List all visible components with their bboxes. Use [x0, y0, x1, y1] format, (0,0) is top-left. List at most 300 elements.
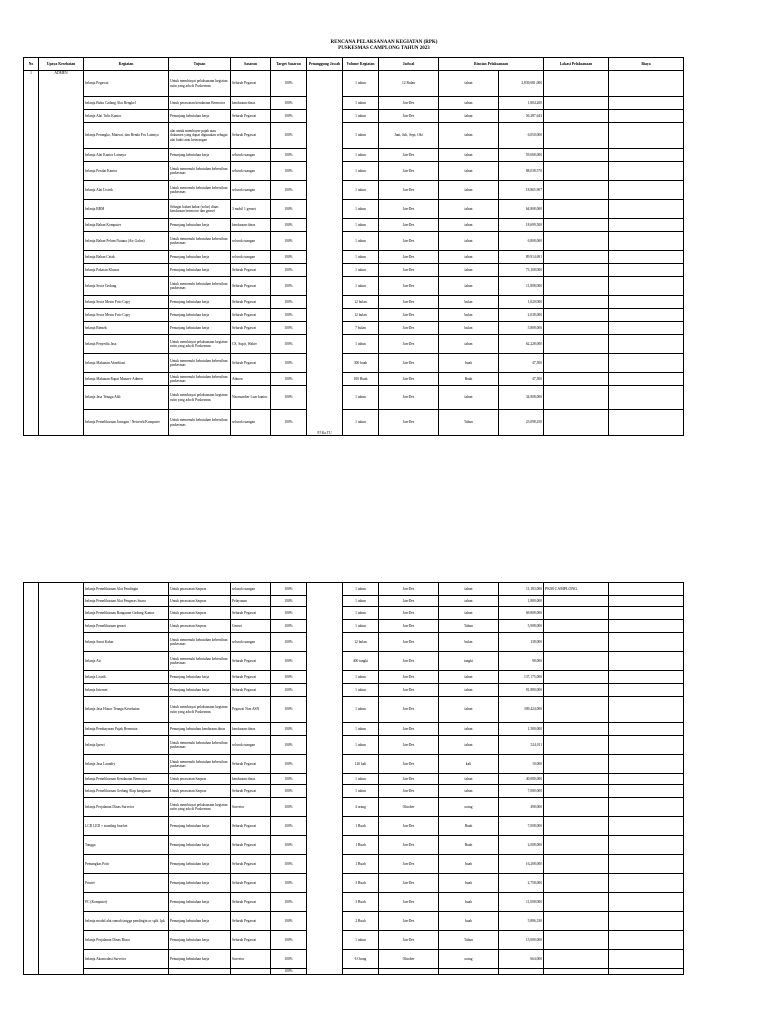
cell-nilai: 23,098,250 [499, 410, 544, 436]
cell-lokasi [544, 296, 609, 309]
cell-lokasi [544, 264, 609, 277]
table-row [24, 373, 684, 386]
cell-lokasi [544, 785, 609, 798]
cell-biaya [609, 620, 684, 633]
table-row [24, 607, 684, 620]
cell-jadwal: Jan-Des [379, 110, 439, 123]
cell-lokasi [544, 322, 609, 335]
header-volume: Volume Kegiatan [343, 58, 379, 71]
cell-kegiatan: belanja Alat Kantor Lainnya [84, 149, 169, 162]
cell-tujuan: alat untuk membayar pajak atau dokumen yang dapat digunakan sebagai alat bukti atau keterangan [169, 123, 231, 149]
cell-nilai: 11,183,000 [499, 583, 544, 596]
cell-target: 100% [271, 354, 307, 373]
cell-penanggung-jawab [307, 583, 343, 975]
cell-jadwal: Jan-Des [379, 785, 439, 798]
cell-target: 100% [271, 251, 307, 264]
cell-biaya [609, 277, 684, 296]
cell-kegiatan: belanja Pembayaran Pajak Bermotor [84, 723, 169, 736]
cell-lokasi [544, 410, 609, 436]
cell-sasaran: Seluruh Pegawai [231, 874, 271, 893]
cell-lokasi [544, 723, 609, 736]
cell-nilai: 2,038,000 [499, 309, 544, 322]
cell-sasaran: Admen [231, 373, 271, 386]
cell-jadwal: Jan-Des [379, 309, 439, 322]
cell-jadwal: Jan-Des [379, 200, 439, 219]
cell-kegiatan: belanja Buku Cadang Alat Bengkel [84, 97, 169, 110]
table-row [24, 309, 684, 322]
cell-sasaran: Seluruh Pegawai [231, 836, 271, 855]
cell-kegiatan: belanja Akomodasi Surveior [84, 950, 169, 969]
cell-sasaran: Seluruh Pegawai [231, 684, 271, 697]
cell-nilai: 73,108,000 [499, 264, 544, 277]
cell-kegiatan: belanja Pegawai [84, 71, 169, 97]
header-rincian: Rincian Pelaksanaan [439, 58, 544, 71]
cell-jadwal: Jan-Des [379, 181, 439, 200]
cell-volume: 12 bulan [343, 309, 379, 322]
cell-satuan: tahun [439, 697, 499, 723]
cell-target: 100% [271, 410, 307, 436]
cell-target: 100% [271, 774, 307, 785]
cell-jadwal: Oktober [379, 950, 439, 969]
header-kegiatan: Kegiatan [84, 58, 169, 71]
cell-kegiatan: belanja Bimtek [84, 322, 169, 335]
cell-jadwal: Oktober [379, 798, 439, 817]
cell-kegiatan: belanja Pemeliharaan Jaringan / Network/Komputer [84, 410, 169, 436]
cell-jadwal: Jan-Des [379, 874, 439, 893]
cell-biaya [609, 322, 684, 335]
cell-satuan: orang [439, 798, 499, 817]
cell-target: 100% [271, 264, 307, 277]
cell-volume: 1 tahun [343, 386, 379, 410]
cell-lokasi [544, 200, 609, 219]
cell-nilai: 2,008,000 [499, 836, 544, 855]
table-row [24, 335, 684, 354]
table-row [24, 969, 684, 975]
cell-satuan: tahun [439, 607, 499, 620]
cell-target: 100% [271, 200, 307, 219]
cell-nilai [499, 969, 544, 975]
table-row [24, 931, 684, 950]
cell-kegiatan: belanja Surat Kabar [84, 633, 169, 652]
cell-sasaran: seluruh ruangan [231, 410, 271, 436]
cell-lokasi [544, 71, 609, 97]
cell-biaya [609, 969, 684, 975]
title-line-2: PUSKESMAS CAMPLONG TAHUN 2023 [338, 46, 430, 51]
cell-satuan: tahun [439, 671, 499, 684]
header-biaya: Biaya [609, 58, 684, 71]
cell-satuan: tahun [439, 219, 499, 232]
cell-biaya [609, 251, 684, 264]
cell-target: 100% [271, 335, 307, 354]
cell-sasaran: seluruh ruangan [231, 162, 271, 181]
cell-volume [343, 969, 379, 975]
cell-target: 100% [271, 652, 307, 671]
table-row [24, 296, 684, 309]
cell-tujuan: Penunjang kebutuhan kerja [169, 912, 231, 931]
cell-satuan: tahun [439, 71, 499, 97]
cell-volume: 1 tahun [343, 684, 379, 697]
cell-kegiatan: belanja Makanan Rapat Manaev Admen [84, 373, 169, 386]
cell-sasaran: seluruh ruangan [231, 633, 271, 652]
cell-lokasi [544, 110, 609, 123]
cell-nilai: 498,000 [499, 798, 544, 817]
header-target: Target Sasaran [271, 58, 307, 71]
table-row [24, 149, 684, 162]
table-row [24, 774, 684, 785]
cell-satuan: kali [439, 755, 499, 774]
cell-lokasi [544, 736, 609, 755]
cell-biaya [609, 684, 684, 697]
cell-sasaran: Seluruh Pegawai [231, 671, 271, 684]
cell-satuan: Buah [439, 817, 499, 836]
cell-nilai: 15,080,000 [499, 931, 544, 950]
cell-tujuan: Penunjang kebutuhan kerja [169, 219, 231, 232]
cell-target: 100% [271, 855, 307, 874]
cell-sasaran: Seluruh Pegawai [231, 71, 271, 97]
cell-target: 100% [271, 931, 307, 950]
cell-tujuan: Untuk memenuhi kebutuhan kebersihan puskesmas [169, 410, 231, 436]
cell-jadwal: Juni, Juli, Sept, Okt [379, 123, 439, 149]
table-row [24, 110, 684, 123]
cell-satuan: tahun [439, 774, 499, 785]
cell-kegiatan: belanja modul alat rumah tangga pendingin ac split 1pk [84, 912, 169, 931]
cell-satuan: buah [439, 912, 499, 931]
cell-biaya [609, 798, 684, 817]
table-row [24, 684, 684, 697]
cell-target: 100% [271, 785, 307, 798]
cell-nilai: 18,699,500 [499, 219, 544, 232]
cell-kegiatan: Pemangkas Potir [84, 855, 169, 874]
cell-jadwal: Jan-Des [379, 893, 439, 912]
cell-target: 100% [271, 309, 307, 322]
cell-volume: 2 Buah [343, 912, 379, 931]
header-pj: Penanggung Jawab [307, 58, 343, 71]
cell-tujuan: Penunjang kebutuhan kendaraan dinas [169, 723, 231, 736]
cell-lokasi [544, 354, 609, 373]
cell-tujuan: Penunjang kebutuhan kerja [169, 817, 231, 836]
table-row [24, 633, 684, 652]
cell-volume: 1 Buah [343, 836, 379, 855]
cell-lokasi [544, 123, 609, 149]
table-row [24, 123, 684, 149]
cell-lokasi [544, 969, 609, 975]
cell-tujuan: Untuk memenuhi kebutuhan kebersihan puskesmas [169, 162, 231, 181]
cell-biaya [609, 110, 684, 123]
cell-jadwal: 12 Bulan [379, 71, 439, 97]
cell-nilai: 47,500 [499, 373, 544, 386]
cell-tujuan: Untuk membiayai pelaksanaan kegiatan rutin yang ada di Puskesmas [169, 386, 231, 410]
cell-lokasi [544, 912, 609, 931]
cell-volume: 1 tahun [343, 671, 379, 684]
cell-biaya [609, 652, 684, 671]
cell-target: 100% [271, 232, 307, 251]
cell-kegiatan: belanja Jasa Tenaga Ahli [84, 386, 169, 410]
cell-jadwal: Jan-Des [379, 652, 439, 671]
cell-satuan: tahun [439, 684, 499, 697]
cell-volume: 1 tahun [343, 232, 379, 251]
cell-nilai: 309,424,000 [499, 697, 544, 723]
cell-upaya [39, 583, 84, 975]
cell-sasaran: Seluruh Pegawai [231, 296, 271, 309]
header-tujuan: Tujuan [169, 58, 231, 71]
table-row [24, 251, 684, 264]
table-header-row [24, 58, 684, 71]
cell-tujuan: Penunjang kebutuhan kerja [169, 836, 231, 855]
cell-satuan: tahun [439, 596, 499, 607]
cell-satuan: tahun [439, 736, 499, 755]
cell-jadwal: Jan-Des [379, 373, 439, 386]
cell-nilai: 664,000 [499, 950, 544, 969]
cell-lokasi [544, 373, 609, 386]
header-lokasi: Lokasi Pelaksanaan [544, 58, 609, 71]
cell-volume: 1 tahun [343, 335, 379, 354]
cell-nilai: 18,865,907 [499, 181, 544, 200]
table-row [24, 893, 684, 912]
cell-tujuan: Penunjang kebutuhan kerja [169, 671, 231, 684]
cell-sasaran: Seluruh Pegawai [231, 817, 271, 836]
cell-no [24, 583, 39, 975]
cell-jadwal: Jan-Des [379, 277, 439, 296]
cell-jadwal: Jan-Des [379, 723, 439, 736]
cell-target: 100% [271, 162, 307, 181]
cell-kegiatan: belanja Pemeliharaan Alat Pengeras Suara [84, 596, 169, 607]
cell-satuan: tangki [439, 652, 499, 671]
cell-target: 100% [271, 123, 307, 149]
cell-tujuan: Untuk perawatan Sarpras [169, 785, 231, 798]
cell-satuan: buah [439, 354, 499, 373]
cell-tujuan: Penunjang kebutuhan kerja [169, 684, 231, 697]
table-row [24, 386, 684, 410]
cell-tujuan [169, 969, 231, 975]
cell-target: 100% [271, 607, 307, 620]
cell-sasaran: Seluruh Pegawai [231, 123, 271, 149]
cell-target: 100% [271, 583, 307, 596]
cell-tujuan: Penunjang kebutuhan kerja [169, 855, 231, 874]
cell-tujuan: Penunjang kebutuhan kerja [169, 322, 231, 335]
cell-sasaran: Seluruh Pegawai [231, 931, 271, 950]
cell-target: 100% [271, 723, 307, 736]
cell-kegiatan: belanja Air [84, 652, 169, 671]
cell-biaya [609, 200, 684, 219]
cell-sasaran: seluruh ruangan [231, 181, 271, 200]
cell-biaya [609, 817, 684, 836]
cell-biaya [609, 671, 684, 684]
cell-tujuan: Penunjang kebutuhan kerja [169, 309, 231, 322]
cell-volume: 300 buah [343, 354, 379, 373]
cell-biaya [609, 309, 684, 322]
cell-jadwal: Jan-Des [379, 774, 439, 785]
cell-kegiatan: belanja Perangko, Materai, dan Benda Pos Lainnya [84, 123, 169, 149]
cell-kegiatan: belanja Perjalanan Dinas Surveior [84, 798, 169, 817]
cell-biaya [609, 736, 684, 755]
cell-volume: 1 tahun [343, 620, 379, 633]
cell-target: 100% [271, 97, 307, 110]
cell-nilai: 98,000 [499, 652, 544, 671]
cell-nilai: 89,914,691 [499, 251, 544, 264]
table-row [24, 836, 684, 855]
cell-tujuan: Untuk membiayai pelaksanaan kegiatan rutin yang ada di Puskesmas [169, 697, 231, 723]
cell-jadwal: Jan-Des [379, 322, 439, 335]
cell-jadwal: Jan-Des [379, 251, 439, 264]
cell-nilai: 5,886,330 [499, 912, 544, 931]
cell-tujuan: Untuk membiayai pelaksanaan kegiatan rutin yang ada di Puskesmas [169, 71, 231, 97]
cell-satuan [439, 969, 499, 975]
cell-tujuan: Penunjang kebutuhan kerja [169, 950, 231, 969]
cell-nilai: 62,228,000 [499, 335, 544, 354]
cell-tujuan: Untuk perawatan kendaraan Bermotor [169, 97, 231, 110]
cell-target: 100% [271, 736, 307, 755]
cell-kegiatan: belanja Peralat Kantor [84, 162, 169, 181]
table-row [24, 277, 684, 296]
cell-nilai: 138,000 [499, 633, 544, 652]
cell-biaya [609, 97, 684, 110]
cell-jadwal: Jan-Des [379, 697, 439, 723]
cell-kegiatan: belanja Bahan Komputer [84, 219, 169, 232]
cell-jadwal: Jan-Des [379, 410, 439, 436]
table-row [24, 264, 684, 277]
cell-kegiatan: belanja Pemeliharaan Bangunan Gedung Kantor [84, 607, 169, 620]
cell-jadwal: Jan-Des [379, 607, 439, 620]
cell-satuan: bulan [439, 322, 499, 335]
cell-kegiatan: belanja Sewa Mesin Foto Copy [84, 296, 169, 309]
cell-volume: 1 tahun [343, 181, 379, 200]
cell-tujuan: Untuk memenuhi kebutuhan kebersihan puskesmas [169, 373, 231, 386]
table-row [24, 410, 684, 436]
cell-lokasi [544, 950, 609, 969]
cell-jadwal: Jan-Des [379, 386, 439, 410]
cell-volume: 1 tahun [343, 723, 379, 736]
cell-sasaran: seluruh ruangan [231, 149, 271, 162]
cell-nilai: 5,908,000 [499, 620, 544, 633]
cell-nilai: 1,880,000 [499, 596, 544, 607]
cell-volume: 1 tahun [343, 71, 379, 97]
table-row [24, 232, 684, 251]
cell-tujuan: Untuk membiayai pelaksanaan kegiatan rutin yang ada di Puskesmas [169, 335, 231, 354]
cell-tujuan: Untuk memenuhi kebutuhan kebersihan puskesmas [169, 181, 231, 200]
document-title [0, 40, 768, 52]
cell-lokasi [544, 309, 609, 322]
cell-sasaran: Seluruh Pegawai [231, 277, 271, 296]
cell-tujuan: Untuk memenuhi kebutuhan kebersihan puskesmas [169, 633, 231, 652]
cell-lokasi [544, 697, 609, 723]
cell-kegiatan: belanja Pemeliharaan Gedung Alap bangunan [84, 785, 169, 798]
cell-tujuan: Penunjang kebutuhan kerja [169, 893, 231, 912]
cell-volume: 1 tahun [343, 110, 379, 123]
cell-biaya [609, 296, 684, 309]
title-line-1: RENCANA PELAKSANAAN KEGIATAN (RPK) [330, 40, 438, 45]
cell-sasaran: Seluruh Pegawai [231, 893, 271, 912]
cell-lokasi [544, 232, 609, 251]
cell-kegiatan: belanja Pemeliharaan Alat Pendingin [84, 583, 169, 596]
cell-kegiatan: belanja Iprezi [84, 736, 169, 755]
cell-kegiatan: belanja Sewa Gedung [84, 277, 169, 296]
cell-volume: 1 tahun [343, 149, 379, 162]
cell-sasaran: Seluruh Pegawai [231, 652, 271, 671]
cell-sasaran: kendaraan dinas [231, 774, 271, 785]
cell-sasaran: Seluruh Pegawai [231, 912, 271, 931]
cell-satuan: tahun [439, 200, 499, 219]
cell-target: 100% [271, 322, 307, 335]
cell-tujuan: Untuk memenuhi kebutuhan kebersihan puskesmas [169, 232, 231, 251]
cell-nilai: 40,080,000 [499, 774, 544, 785]
cell-satuan: tahun [439, 110, 499, 123]
cell-nilai: 1,804,200 [499, 97, 544, 110]
cell-jadwal: Jan-Des [379, 232, 439, 251]
cell-kegiatan [84, 969, 169, 975]
cell-satuan: tahun [439, 181, 499, 200]
cell-kegiatan: Printer [84, 874, 169, 893]
cell-kegiatan: belanja BBM [84, 200, 169, 219]
cell-volume: 1 tahun [343, 251, 379, 264]
cell-volume: 3 Buah [343, 874, 379, 893]
cell-tujuan: Untuk memenuhi kebutuhan kebersihan puskesmas [169, 354, 231, 373]
cell-sasaran: Seluruh Pegawai [231, 607, 271, 620]
cell-lokasi [544, 755, 609, 774]
cell-biaya [609, 723, 684, 736]
cell-volume: 1 tahun [343, 219, 379, 232]
cell-biaya [609, 774, 684, 785]
cell-target: 100% [271, 386, 307, 410]
cell-lokasi [544, 149, 609, 162]
cell-volume: 1 tahun [343, 785, 379, 798]
cell-target: 100% [271, 874, 307, 893]
cell-satuan: bulan [439, 309, 499, 322]
cell-jadwal: Jan-Des [379, 162, 439, 181]
table-row [24, 723, 684, 736]
cell-jadwal: Jan-Des [379, 836, 439, 855]
cell-satuan: orang [439, 950, 499, 969]
cell-biaya [609, 232, 684, 251]
cell-target: 100% [271, 596, 307, 607]
cell-volume: 1 tahun [343, 200, 379, 219]
cell-biaya [609, 836, 684, 855]
cell-biaya [609, 607, 684, 620]
cell-tujuan: Penunjang kebutuhan kerja [169, 264, 231, 277]
cell-biaya [609, 912, 684, 931]
cell-jadwal: Jan-Des [379, 97, 439, 110]
cell-nilai: 16,208,000 [499, 855, 544, 874]
cell-target: 100% [271, 296, 307, 309]
cell-nilai: 56,387,643 [499, 110, 544, 123]
table-row [24, 71, 684, 97]
cell-nilai: 34,908,000 [499, 386, 544, 410]
cell-tujuan: Untuk memenuhi kebutuhan kebersihan puskesmas [169, 277, 231, 296]
cell-biaya [609, 755, 684, 774]
cell-volume: 400 tangki [343, 652, 379, 671]
cell-target: 100% [271, 181, 307, 200]
cell-satuan: tahun [439, 386, 499, 410]
table-row [24, 200, 684, 219]
table-row [24, 950, 684, 969]
cell-satuan: tahun [439, 232, 499, 251]
cell-lokasi [544, 162, 609, 181]
cell-sasaran: Seluruh Pegawai [231, 755, 271, 774]
cell-target: 100% [271, 755, 307, 774]
cell-sasaran: Pelayanan [231, 596, 271, 607]
cell-sasaran: kendaraan dinas [231, 97, 271, 110]
cell-tujuan: Penunjang kebutuhan kerja [169, 251, 231, 264]
cell-sasaran: seluruh ruangan [231, 251, 271, 264]
cell-penanggung-jawab: PJ Ka.TU [307, 71, 343, 436]
cell-target: 100% [271, 71, 307, 97]
cell-sasaran: Pegawai Non ASN [231, 697, 271, 723]
cell-kegiatan: belanja Alat Tulis Kantor [84, 110, 169, 123]
cell-jadwal: Jan-Des [379, 596, 439, 607]
cell-nilai: 88,038,570 [499, 162, 544, 181]
cell-satuan: bulan [439, 296, 499, 309]
cell-target: 100% [271, 893, 307, 912]
cell-satuan: bulan [439, 633, 499, 652]
